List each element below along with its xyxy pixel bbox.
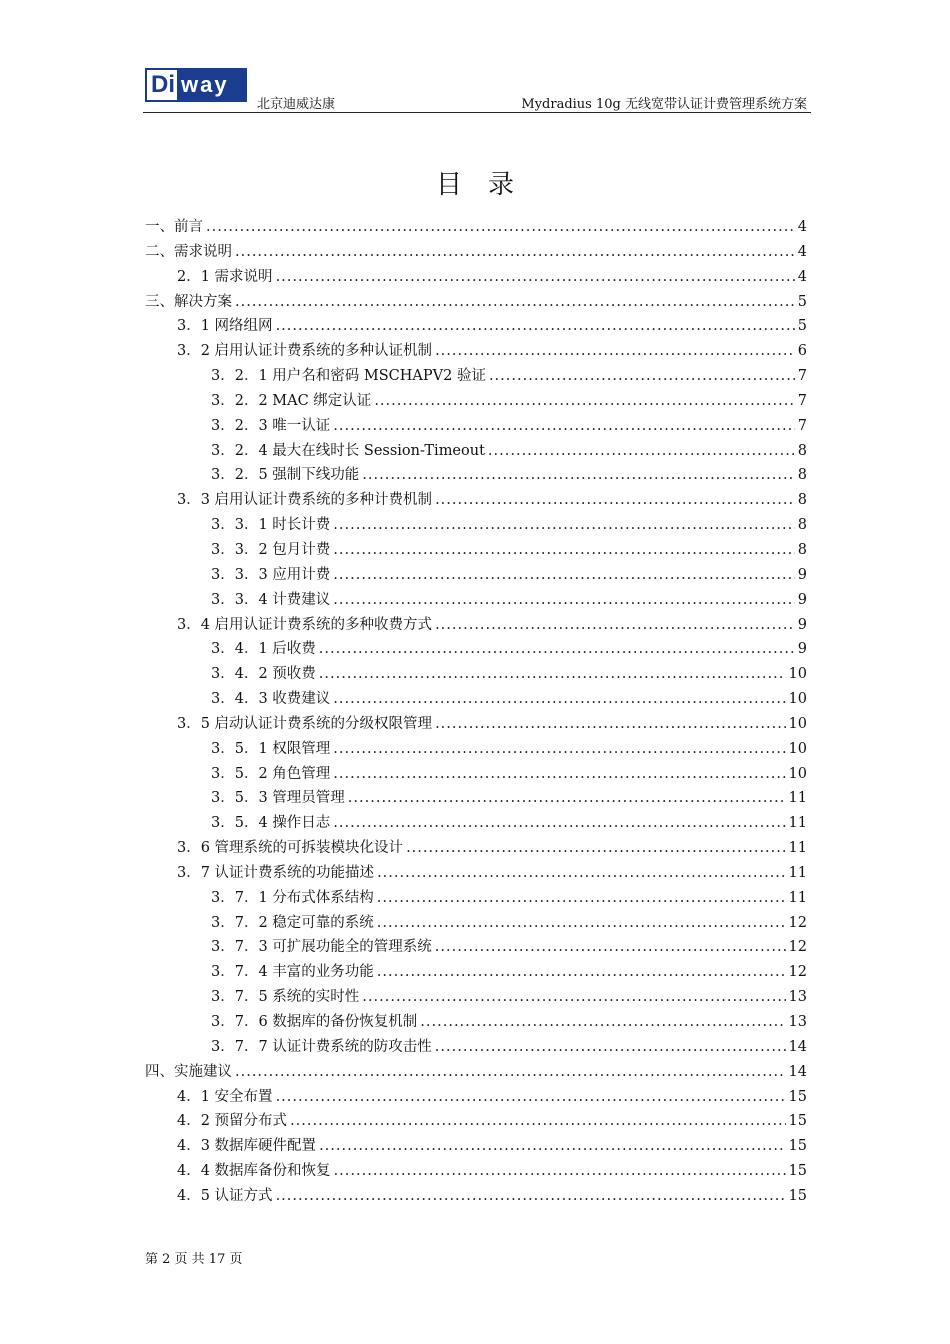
toc-entry-title: 3．2．1 用户名和密码 MSCHAPV2 验证 <box>211 368 486 385</box>
toc-entry-title: 3．2．2 MAC 绑定认证 <box>211 392 372 409</box>
toc-entry-title: 3．7．5 系统的实时性 <box>211 989 360 1006</box>
toc-leader-dots <box>489 368 795 384</box>
toc-page-number: 15 <box>788 1163 807 1180</box>
toc-entry[interactable] <box>145 1060 807 1085</box>
toc-page-number: 7 <box>797 392 807 409</box>
toc-page-number: 13 <box>788 989 807 1006</box>
toc-leader-dots <box>348 790 786 806</box>
toc-entry-title: 3．5．1 权限管理 <box>211 740 331 757</box>
toc-leader-dots <box>377 890 786 906</box>
toc-page-number: 12 <box>788 964 807 981</box>
toc-entry-title: 3．5．2 角色管理 <box>211 765 331 782</box>
toc-entry[interactable] <box>145 985 807 1010</box>
toc-leader-dots <box>333 418 794 434</box>
toc-entry[interactable] <box>145 935 807 960</box>
toc-entry[interactable] <box>145 1109 807 1134</box>
toc-page-number: 15 <box>788 1187 807 1204</box>
toc-entry[interactable] <box>145 389 807 414</box>
toc-leader-dots <box>435 617 795 633</box>
toc-entry-title: 3．7．7 认证计费系统的防攻击性 <box>211 1038 432 1055</box>
toc-page-number: 10 <box>788 715 807 732</box>
toc-entry-title: 3．4 启用认证计费系统的多种收费方式 <box>177 616 433 633</box>
toc-page-number: 6 <box>797 343 807 360</box>
toc-entry-title: 3．1 网络组网 <box>177 318 273 335</box>
toc-page-number: 12 <box>788 939 807 956</box>
company-name: 北京迪威达康 <box>257 97 336 112</box>
toc-page-number: 5 <box>797 293 807 310</box>
toc-entry-title: 2．1 需求说明 <box>177 268 273 285</box>
toc-entry[interactable] <box>145 836 807 861</box>
toc-page-number: 11 <box>788 815 807 832</box>
toc-entry[interactable] <box>145 1159 807 1184</box>
toc-leader-dots <box>290 1113 785 1129</box>
logo-text-left: Di <box>147 70 177 100</box>
toc-entry[interactable] <box>145 538 807 563</box>
toc-entry-title: 3．4．1 后收费 <box>211 641 316 658</box>
toc-leader-dots <box>406 840 785 856</box>
toc-leader-dots <box>362 467 794 483</box>
page-footer: 第 2 页 共 17 页 <box>145 1252 243 1267</box>
toc-entry-title: 3．7．2 稳定可靠的系统 <box>211 914 374 931</box>
toc-leader-dots <box>333 691 785 707</box>
toc-entry[interactable] <box>145 588 807 613</box>
toc-leader-dots <box>333 567 794 583</box>
toc-entry[interactable] <box>145 339 807 364</box>
toc-entry[interactable] <box>145 662 807 687</box>
toc-entry[interactable] <box>145 488 807 513</box>
toc-entry-title: 3．4．3 收费建议 <box>211 691 331 708</box>
page-header <box>143 68 811 113</box>
toc-entry[interactable] <box>145 737 807 762</box>
toc-entry-title: 3．3．4 计费建议 <box>211 591 331 608</box>
toc-entry-title: 四、实施建议 <box>145 1063 232 1080</box>
toc-page-number: 10 <box>788 691 807 708</box>
toc-entry-title: 4．4 数据库备份和恢复 <box>177 1163 331 1180</box>
toc-entry[interactable] <box>145 762 807 787</box>
toc-entry-title: 3．4．2 预收费 <box>211 666 316 683</box>
toc-page-number: 10 <box>788 740 807 757</box>
toc-entry[interactable] <box>145 613 807 638</box>
toc-entry-title: 3．3．1 时长计费 <box>211 517 331 534</box>
toc-entry-title: 3．2．5 强制下线功能 <box>211 467 360 484</box>
toc-entry-title: 3．5．3 管理员管理 <box>211 790 345 807</box>
toc-entry[interactable] <box>145 414 807 439</box>
toc-entry[interactable] <box>145 637 807 662</box>
toc-page-number: 14 <box>788 1063 807 1080</box>
toc-entry[interactable] <box>145 513 807 538</box>
toc-leader-dots <box>276 1089 786 1105</box>
toc-entry[interactable] <box>145 290 807 315</box>
toc-page-number: 9 <box>797 641 807 658</box>
toc-leader-dots <box>206 219 795 235</box>
toc-page-number: 9 <box>797 616 807 633</box>
toc-page-number: 7 <box>797 417 807 434</box>
toc-leader-dots <box>276 269 795 285</box>
toc-entry-title: 3．2．4 最大在线时长 Session-Timeout <box>211 442 485 459</box>
toc-entry-title: 3．7 认证计费系统的功能描述 <box>177 864 375 881</box>
toc-entry-title: 3．3．3 应用计费 <box>211 566 331 583</box>
toc-entry[interactable] <box>145 1085 807 1110</box>
toc-entry-title: 3．7．4 丰富的业务功能 <box>211 964 374 981</box>
toc-page-number: 8 <box>797 517 807 534</box>
toc-leader-dots <box>276 318 795 334</box>
toc-entry-title: 3．2．3 唯一认证 <box>211 417 331 434</box>
toc-entry[interactable] <box>145 786 807 811</box>
toc-page-number: 15 <box>788 1113 807 1130</box>
toc-entry[interactable] <box>145 439 807 464</box>
toc-entry[interactable] <box>145 861 807 886</box>
toc-leader-dots <box>334 1163 786 1179</box>
toc-page-number: 4 <box>797 268 807 285</box>
toc-page-number: 11 <box>788 864 807 881</box>
toc-entry[interactable] <box>145 886 807 911</box>
toc-entry[interactable] <box>145 563 807 588</box>
toc-page-number: 11 <box>788 889 807 906</box>
toc-leader-dots <box>276 1188 786 1204</box>
toc-leader-dots <box>377 964 786 980</box>
toc-entry-title: 3．3．2 包月计费 <box>211 541 331 558</box>
toc-leader-dots <box>374 393 794 409</box>
toc-entry-title: 3．7．6 数据库的备份恢复机制 <box>211 1014 418 1030</box>
toc-leader-dots <box>235 244 795 260</box>
toc-leader-dots <box>420 1014 785 1030</box>
toc-entry-title: 3．3 启用认证计费系统的多种计费机制 <box>177 492 433 509</box>
toc-entry-title: 3．7．1 分布式体系结构 <box>211 889 374 906</box>
toc-entry[interactable] <box>145 1184 807 1209</box>
toc-entry[interactable] <box>145 364 807 389</box>
toc-leader-dots <box>333 542 794 558</box>
toc-leader-dots <box>235 294 795 310</box>
toc-entry[interactable] <box>145 240 807 265</box>
toc-entry-title: 3．5 启动认证计费系统的分级权限管理 <box>177 715 433 732</box>
toc-entry[interactable] <box>145 463 807 488</box>
toc-entry-title: 三、解决方案 <box>145 293 232 310</box>
toc-page-number: 15 <box>788 1088 807 1105</box>
toc-page-number: 14 <box>788 1038 807 1055</box>
toc-entry[interactable] <box>145 1134 807 1159</box>
toc-leader-dots <box>319 641 795 657</box>
toc-entry[interactable] <box>145 687 807 712</box>
toc-leader-dots <box>333 741 785 757</box>
toc-page-number: 4 <box>797 243 807 260</box>
toc-leader-dots <box>435 716 785 732</box>
toc-leader-dots <box>435 1039 786 1055</box>
toc-page-number: 8 <box>797 467 807 484</box>
toc-leader-dots <box>333 517 794 533</box>
toc-entry-title: 二、需求说明 <box>145 243 232 260</box>
toc-leader-dots <box>333 592 794 608</box>
toc-leader-dots <box>333 766 785 782</box>
toc-page-number: 11 <box>788 840 807 857</box>
table-of-contents <box>145 215 807 1209</box>
toc-entry[interactable] <box>145 911 807 936</box>
toc-page-number: 11 <box>788 790 807 807</box>
toc-entry[interactable] <box>145 314 807 339</box>
toc-leader-dots <box>377 865 785 881</box>
toc-page-number: 8 <box>797 541 807 558</box>
toc-page-number: 9 <box>797 591 807 608</box>
toc-page-number: 8 <box>797 442 807 459</box>
toc-page-number: 12 <box>788 914 807 931</box>
toc-entry[interactable] <box>145 265 807 290</box>
toc-leader-dots <box>319 666 786 682</box>
toc-entry-title: 3．2 启用认证计费系统的多种认证机制 <box>177 343 433 360</box>
toc-page-number: 5 <box>797 318 807 335</box>
toc-leader-dots <box>362 989 785 1005</box>
toc-entry-title: 3．7．3 可扩展功能全的管理系统 <box>211 939 432 956</box>
toc-entry[interactable] <box>145 215 807 240</box>
toc-entry-title: 3．6 管理系统的可拆装模块化设计 <box>177 840 404 857</box>
diway-logo <box>145 68 247 102</box>
toc-entry[interactable] <box>145 1010 807 1035</box>
toc-leader-dots <box>488 443 795 459</box>
toc-entry[interactable] <box>145 1035 807 1060</box>
toc-leader-dots <box>377 915 786 931</box>
toc-entry[interactable] <box>145 811 807 836</box>
document-title: Mydradius 10g 无线宽带认证计费管理系统方案 <box>521 97 807 112</box>
toc-page-number: 7 <box>797 368 807 385</box>
toc-leader-dots <box>319 1138 785 1154</box>
toc-entry[interactable] <box>145 712 807 737</box>
toc-leader-dots <box>435 343 795 359</box>
toc-page-number: 9 <box>797 566 807 583</box>
toc-page-number: 8 <box>797 492 807 509</box>
toc-entry-title: 3．5．4 操作日志 <box>211 815 331 832</box>
toc-leader-dots <box>333 815 785 831</box>
toc-leader-dots <box>435 939 786 955</box>
toc-page-number: 4 <box>797 219 807 235</box>
toc-entry-title: 4．2 预留分布式 <box>177 1113 288 1130</box>
toc-page-number: 10 <box>788 765 807 782</box>
toc-entry[interactable] <box>145 960 807 985</box>
toc-leader-dots <box>235 1064 786 1080</box>
toc-entry-title: 4．1 安全布置 <box>177 1088 273 1105</box>
toc-heading: 目录 <box>435 170 540 200</box>
toc-leader-dots <box>435 492 795 508</box>
toc-entry-title: 4．3 数据库硬件配置 <box>177 1138 317 1155</box>
toc-page-number: 15 <box>788 1138 807 1155</box>
toc-entry-title: 一、前言 <box>145 219 203 235</box>
toc-entry-title: 4．5 认证方式 <box>177 1187 273 1204</box>
toc-page-number: 13 <box>788 1014 807 1030</box>
toc-page-number: 10 <box>788 666 807 683</box>
logo-text-right: way <box>177 70 245 100</box>
